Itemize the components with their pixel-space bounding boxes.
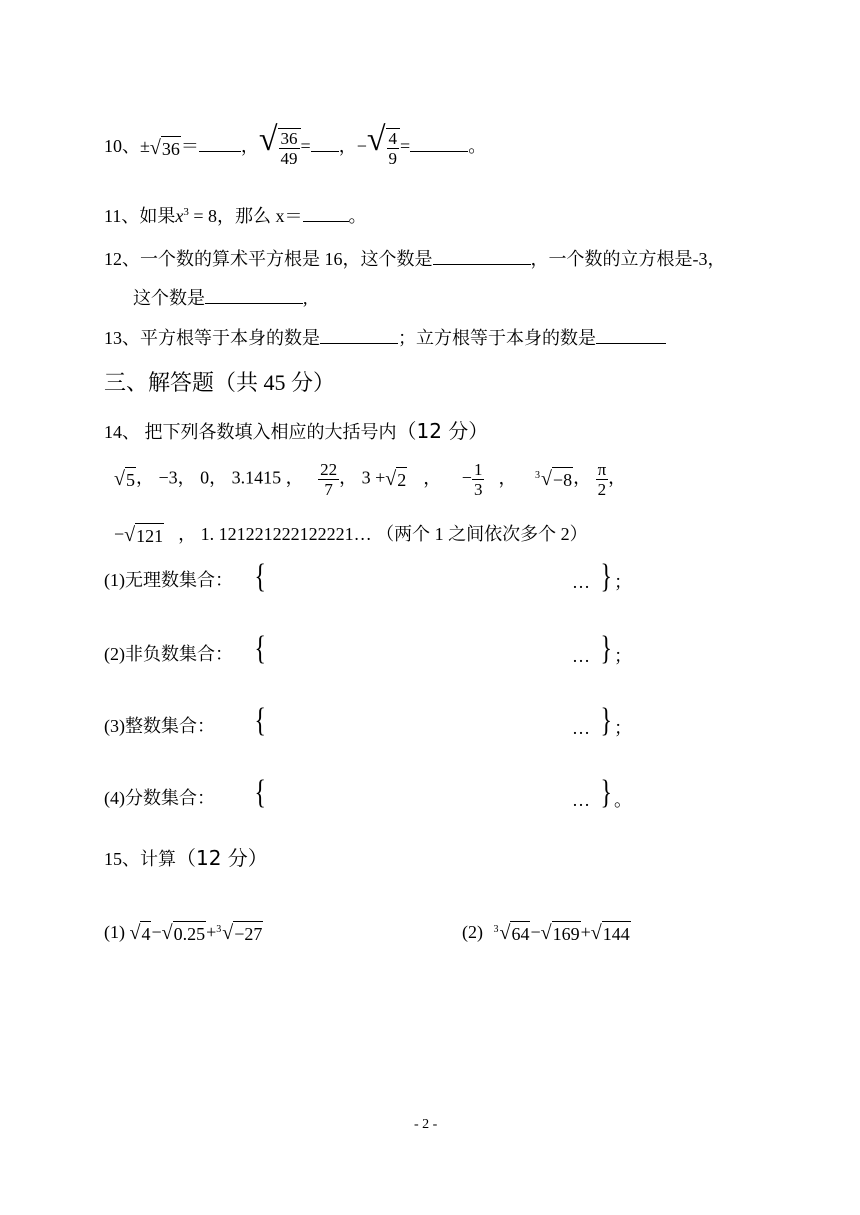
sqrt-4: √4 (129, 922, 151, 945)
answer-blank[interactable] (433, 246, 531, 265)
sqrt-121: √121 (124, 524, 164, 547)
set-nonnegative-dots: … (572, 646, 590, 666)
set-integer-open-brace: { (254, 702, 266, 739)
answer-blank[interactable] (320, 325, 398, 344)
set-fraction-input[interactable] (275, 786, 565, 810)
question-15: 15、计算（12 分） (104, 846, 268, 870)
cbrt-minus-27: 3 √−27 (216, 922, 263, 945)
set-fraction-close-brace: } (600, 774, 612, 811)
set-irrational: (1)无理数集合： (104, 570, 233, 590)
set-irrational-open-brace: { (254, 558, 266, 595)
sqrt-169: √169 (540, 922, 580, 945)
sqrt-36: √36 (149, 136, 180, 159)
sqrt-2: √2 (385, 468, 407, 490)
question-13: 13、平方根等于本身的数是 ；立方根等于本身的数是 (104, 325, 666, 350)
set-integer-input[interactable] (275, 714, 565, 738)
section-heading: 三、解答题（共 45 分） (104, 370, 336, 395)
question-12-line1: 12、一个数的算术平方根是 16，这个数是 ，一个数的立方根是-3， (104, 246, 726, 271)
question-14: 14、 把下列各数填入相应的大括号内（12 分） (104, 419, 489, 443)
sqrt-144: √144 (590, 922, 630, 945)
answer-blank[interactable] (311, 133, 339, 152)
cbrt-64: 3 √64 (493, 922, 530, 945)
frac-22-7: $\frac{22}{7}$ (320, 460, 338, 499)
set-nonnegative: (2)非负数集合： (104, 644, 233, 664)
sqrt-frac-4-9: √ $\frac{4}{9}$ (367, 128, 400, 168)
set-nonnegative-input[interactable] (275, 642, 565, 666)
set-nonnegative-close-brace: } (600, 630, 612, 667)
answer-blank[interactable] (303, 203, 349, 222)
q14-numbers-row2: −√121 ， 1. 121221222122221… （两个 1 之间依次多个 2） (114, 524, 588, 547)
q15-part1: (1) √4−√0.25+ 3 √−27 (104, 922, 263, 945)
question-12-line2: 这个数是 , (133, 285, 308, 310)
set-irrational-close-brace: } (600, 558, 612, 595)
set-fraction-open-brace: { (254, 774, 266, 811)
answer-blank[interactable] (596, 325, 666, 344)
sqrt-frac-36-49: √ $\frac{36}{49}$ (259, 128, 301, 168)
answer-blank[interactable] (205, 285, 303, 304)
set-integer-close-brace: } (600, 702, 612, 739)
set-integer-end: ； (614, 718, 632, 738)
sqrt-5: √5 (114, 468, 135, 490)
set-irrational-dots: … (572, 572, 590, 592)
question-10: 10、±√36＝ ，√ $\frac{36}{49}$ = ，−√ $\frac{4}{9}$ = 。 (104, 121, 487, 168)
set-nonnegative-open-brace: { (254, 630, 266, 667)
set-nonnegative-end: ； (614, 646, 632, 666)
cbrt-minus-8: 3 √−8 (534, 468, 573, 490)
sqrt-0-25: √0.25 (161, 922, 206, 945)
frac-pi-2: $\frac{\pi}{2}$ (597, 460, 607, 499)
set-fraction-dots: … (572, 790, 590, 810)
set-fraction-end: 。 (614, 790, 632, 810)
set-irrational-end: ； (614, 572, 632, 592)
set-integer-dots: … (572, 718, 590, 738)
question-11: 11、如果$x^3 = 8$，那么 x＝ 。 (104, 200, 367, 228)
frac-1-3: $\frac{1}{3}$ (473, 460, 483, 499)
q14-numbers-row1: √5， −3， 0， 3.1415 ， $\frac{22}{7}$ ， 3 +√2 ， − $\frac{1}{3}$ ， 3 √−8， $\frac{\pi}{2}$ ， (114, 460, 627, 499)
page-number: - 2 - (414, 1117, 438, 1132)
answer-blank[interactable] (199, 133, 241, 152)
q15-part2: (2) 3 √64−√169+√144 (462, 922, 630, 945)
set-fraction: (4)分数集合： (104, 788, 215, 808)
set-irrational-input[interactable] (275, 568, 565, 592)
q10-label: 10、 (104, 136, 140, 157)
answer-blank[interactable] (410, 137, 468, 152)
set-integer: (3)整数集合： (104, 716, 215, 736)
